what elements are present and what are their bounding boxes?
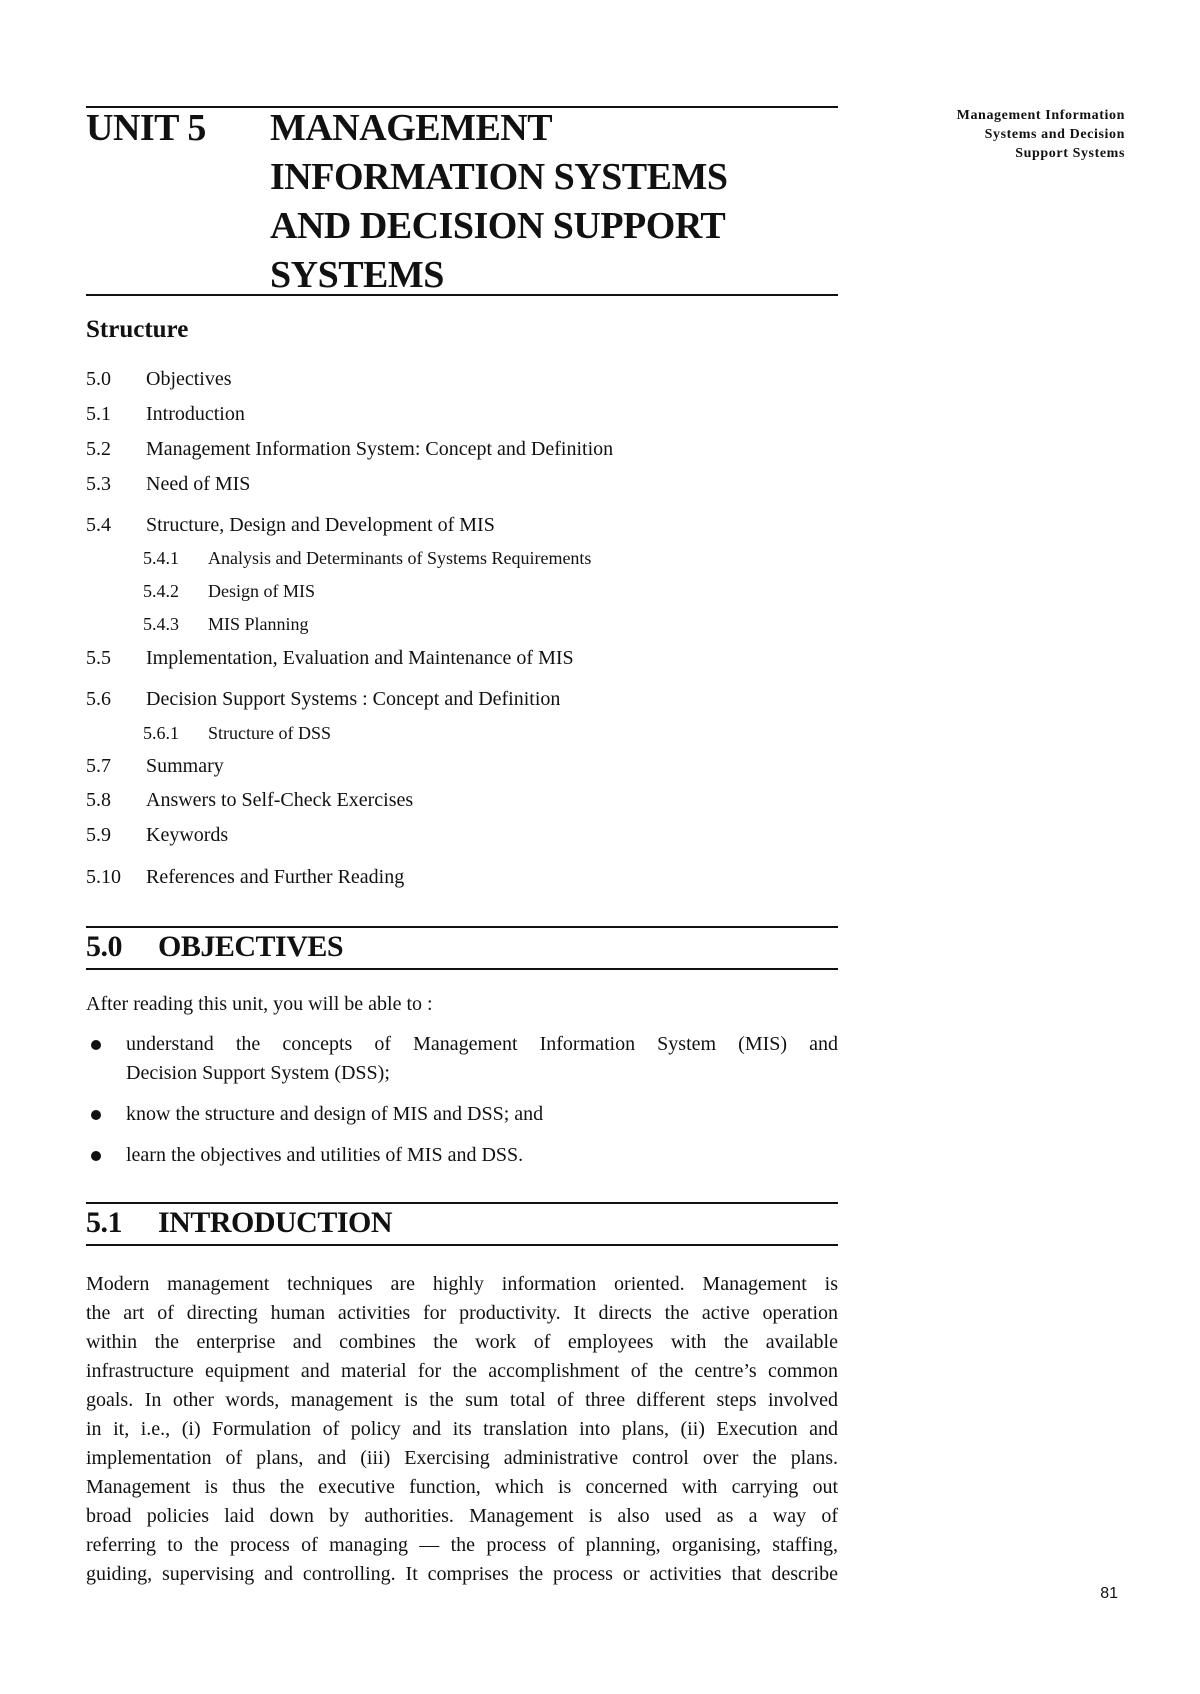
toc-number: 5.10: [86, 866, 121, 888]
toc-label: Keywords: [146, 824, 229, 846]
section-top-rule: [86, 1202, 838, 1204]
paragraph-line: within the enterprise and combines the work of employees with the available: [86, 1331, 838, 1353]
section-top-rule: [86, 926, 838, 928]
toc-number: 5.8: [86, 789, 111, 811]
section-number: 5.1: [86, 1206, 122, 1239]
list-item-text: learn the objectives and utilities of MIS and DSS.: [126, 1144, 524, 1166]
list-item-text: know the structure and design of MIS and DSS; and: [126, 1103, 544, 1125]
toc-number: 5.6: [86, 688, 111, 710]
unit-title-line: AND DECISION SUPPORT: [270, 205, 726, 247]
bullet-icon: [91, 1040, 101, 1050]
section-bottom-rule: [86, 1244, 838, 1246]
unit-label: UNIT 5: [86, 107, 206, 149]
toc-number: 5.5: [86, 647, 111, 669]
bullet-icon: [91, 1151, 101, 1161]
introduction-paragraph: [86, 1270, 838, 1589]
toc-label: Structure of DSS: [208, 723, 331, 743]
toc-label: Design of MIS: [208, 581, 315, 601]
toc-number: 5.0: [86, 368, 111, 390]
toc-number: 5.2: [86, 438, 111, 460]
unit-title-line: INFORMATION SYSTEMS: [270, 156, 728, 198]
toc-number: 5.7: [86, 755, 111, 777]
toc-label: Need of MIS: [146, 473, 251, 495]
toc-label: Answers to Self-Check Exercises: [146, 789, 414, 811]
unit-title-line: MANAGEMENT: [270, 107, 553, 149]
bullet-icon: [91, 1110, 101, 1120]
toc-label: Management Information System: Concept and Definition: [146, 438, 614, 460]
structure-heading: Structure: [86, 316, 189, 343]
paragraph-line: infrastructure equipment and material for the accomplishment of the centre’s common: [86, 1360, 838, 1382]
running-head-line: Support Systems: [1015, 146, 1125, 161]
paragraph-line: the art of directing human activities for productivity. It directs the active operation: [86, 1302, 838, 1324]
toc-label: Objectives: [146, 368, 232, 390]
paragraph-line: Modern management techniques are highly information oriented. Management is: [86, 1273, 838, 1295]
running-head: [865, 106, 1125, 163]
section-heading-introduction: [86, 1206, 392, 1240]
toc-label: MIS Planning: [208, 614, 309, 634]
unit-title-line: SYSTEMS: [270, 254, 444, 296]
toc-number: 5.3: [86, 473, 111, 495]
paragraph-line: guiding, supervising and controlling. It comprises the process or activities that describe: [86, 1563, 838, 1585]
section-bottom-rule: [86, 968, 838, 970]
paragraph-line: referring to the process of managing — the process of planning, organising, staffing,: [86, 1534, 838, 1556]
toc-label: References and Further Reading: [146, 866, 405, 888]
page-number: 81: [1100, 1585, 1118, 1602]
toc-number: 5.9: [86, 824, 111, 846]
section-heading-objectives: [86, 930, 343, 964]
toc-label: Analysis and Determinants of Systems Requirements: [208, 548, 592, 568]
toc-number: 5.4: [86, 514, 111, 536]
toc-label: Implementation, Evaluation and Maintenance of MIS: [146, 647, 574, 669]
toc-label: Introduction: [146, 403, 245, 425]
paragraph-line: goals. In other words, management is the sum total of three different steps involved: [86, 1389, 838, 1411]
objectives-intro: After reading this unit, you will be able to :: [86, 993, 433, 1015]
toc-label: Summary: [146, 755, 224, 777]
toc-label: Decision Support Systems : Concept and Definition: [146, 688, 561, 710]
list-item-text: Decision Support System (DSS);: [126, 1062, 390, 1084]
toc-number: 5.4.2: [143, 581, 179, 601]
section-number: 5.0: [86, 930, 122, 963]
running-head-line: Management Information: [956, 108, 1125, 123]
paragraph-line: Management is thus the executive function, which is concerned with carrying out: [86, 1476, 838, 1498]
unit-title: [270, 104, 830, 300]
toc-number: 5.6.1: [143, 723, 179, 743]
paragraph-line: in it, i.e., (i) Formulation of policy and its translation into plans, (ii) Execution and: [86, 1418, 838, 1440]
running-head-line: Systems and Decision: [984, 127, 1125, 142]
toc-label: Structure, Design and Development of MIS: [146, 514, 495, 536]
paragraph-line: broad policies laid down by authorities. Management is also used as a way of: [86, 1505, 838, 1527]
section-title: INTRODUCTION: [158, 1206, 393, 1239]
title-bottom-rule: [86, 294, 838, 296]
toc-number: 5.1: [86, 403, 111, 425]
toc-number: 5.4.3: [143, 614, 179, 634]
toc-number: 5.4.1: [143, 548, 179, 568]
section-title: OBJECTIVES: [158, 930, 344, 963]
list-item-text: understand the concepts of Management Information System (MIS) and: [126, 1033, 838, 1055]
paragraph-line: implementation of plans, and (iii) Exercising administrative control over the plans.: [86, 1447, 838, 1469]
